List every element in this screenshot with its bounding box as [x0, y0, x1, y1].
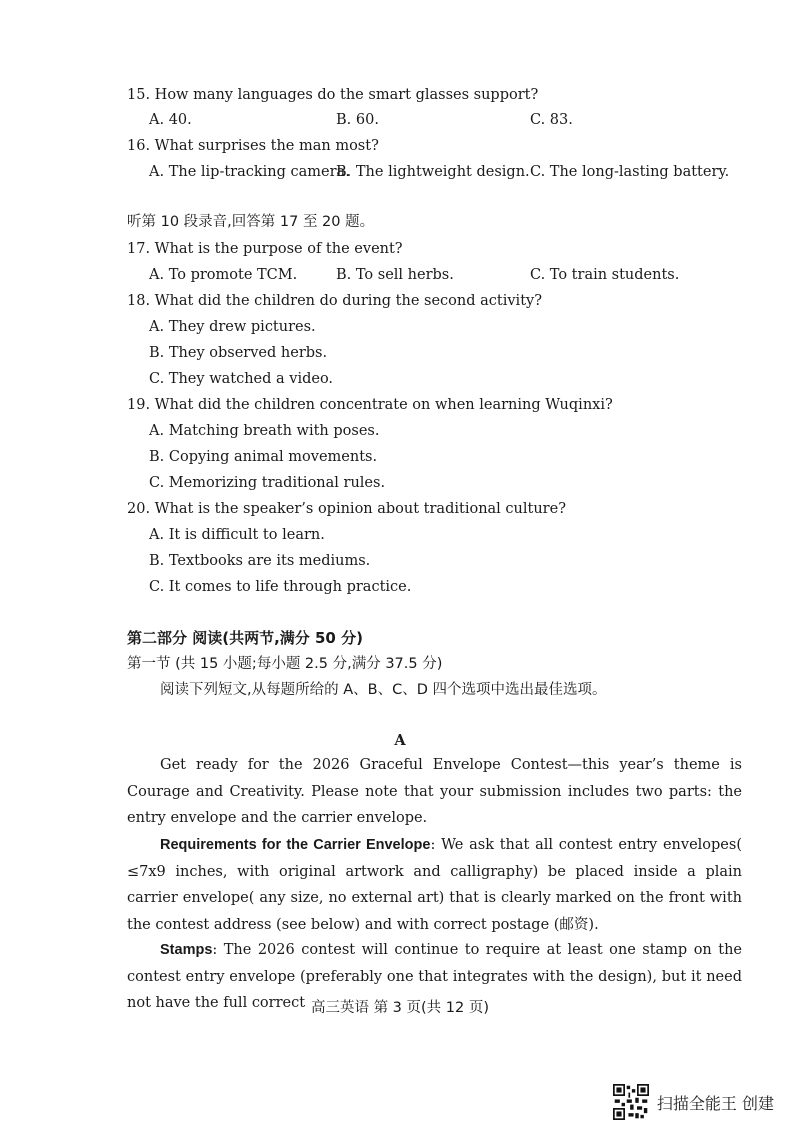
option-18a: A. They drew pictures. [149, 319, 316, 335]
option-19b: B. Copying animal movements. [149, 449, 378, 465]
page-footer: 高三英语 第 3 页(共 12 页) [310, 1000, 490, 1016]
option-16b: B. The lightweight design. [336, 164, 530, 180]
section-1-heading: 第一节 (共 15 小题;每小题 2.5 分,满分 37.5 分) [127, 656, 443, 672]
question-20: 20. What is the speaker’s opinion about traditional culture? [127, 501, 566, 517]
option-17b: B. To sell herbs. [336, 267, 454, 283]
option-20a: A. It is difficult to learn. [149, 527, 325, 543]
option-18c: C. They watched a video. [149, 371, 334, 387]
question-17: 17. What is the purpose of the event? [127, 241, 403, 257]
option-20c: C. It comes to life through practice. [149, 579, 412, 595]
option-18b: B. They observed herbs. [149, 345, 328, 361]
qr-code-icon [613, 1084, 649, 1120]
passage-label: A [394, 732, 406, 749]
option-16c: C. The long-lasting battery. [530, 164, 730, 180]
passage-10-intro: 听第 10 段录音,回答第 17 至 20 题。 [127, 214, 375, 230]
stamps-text: : The 2026 contest will continue to require at least one stamp on the contest entry envelope (preferably one that integrates with the design), but it need not have the full correct [127, 942, 742, 1011]
stamps-heading: Stamps [160, 942, 213, 958]
carrier-envelope-heading: Requirements for the Carrier Envelope [160, 837, 431, 853]
scanner-watermark [613, 1084, 774, 1120]
option-20b: B. Textbooks are its mediums. [149, 553, 371, 569]
option-19c: C. Memorizing traditional rules. [149, 475, 386, 491]
option-15c: C. 83. [530, 112, 573, 128]
option-15b: B. 60. [336, 112, 379, 128]
question-18: 18. What did the children do during the second activity? [127, 293, 542, 309]
option-16a: A. The lip-tracking camera. [149, 164, 350, 180]
option-19a: A. Matching breath with poses. [149, 423, 380, 439]
option-17c: C. To train students. [530, 267, 680, 283]
option-15a: A. 40. [149, 112, 192, 128]
passage-a-paragraph-2 [127, 832, 742, 938]
passage-a-paragraph-1: Get ready for the 2026 Graceful Envelope Contest—this year’s theme is Courage and Creativity. Please note that your submission includes two parts: the entry envelope and the carrier envelope. [127, 757, 742, 826]
reading-instruction: 阅读下列短文,从每题所给的 A、B、C、D 四个选项中选出最佳选项。 [160, 682, 607, 698]
question-15: 15. How many languages do the smart glasses support? [127, 87, 539, 103]
option-17a: A. To promote TCM. [149, 267, 298, 283]
carrier-envelope-text: : We ask that all contest entry envelopes( ≤7x9 inches, with original artwork and calligraphy) be placed inside a plain carrier envelope( any size, no external art) that is clearly marked on the front with the contest address (see below) and with correct postage (邮资). [127, 837, 742, 933]
question-19: 19. What did the children concentrate on when learning Wuqinxi? [127, 397, 613, 413]
watermark-text: 扫描全能王 创建 [656, 1093, 774, 1113]
part-2-title: 第二部分 阅读(共两节,满分 50 分) [127, 629, 363, 647]
question-16: 16. What surprises the man most? [127, 138, 379, 154]
